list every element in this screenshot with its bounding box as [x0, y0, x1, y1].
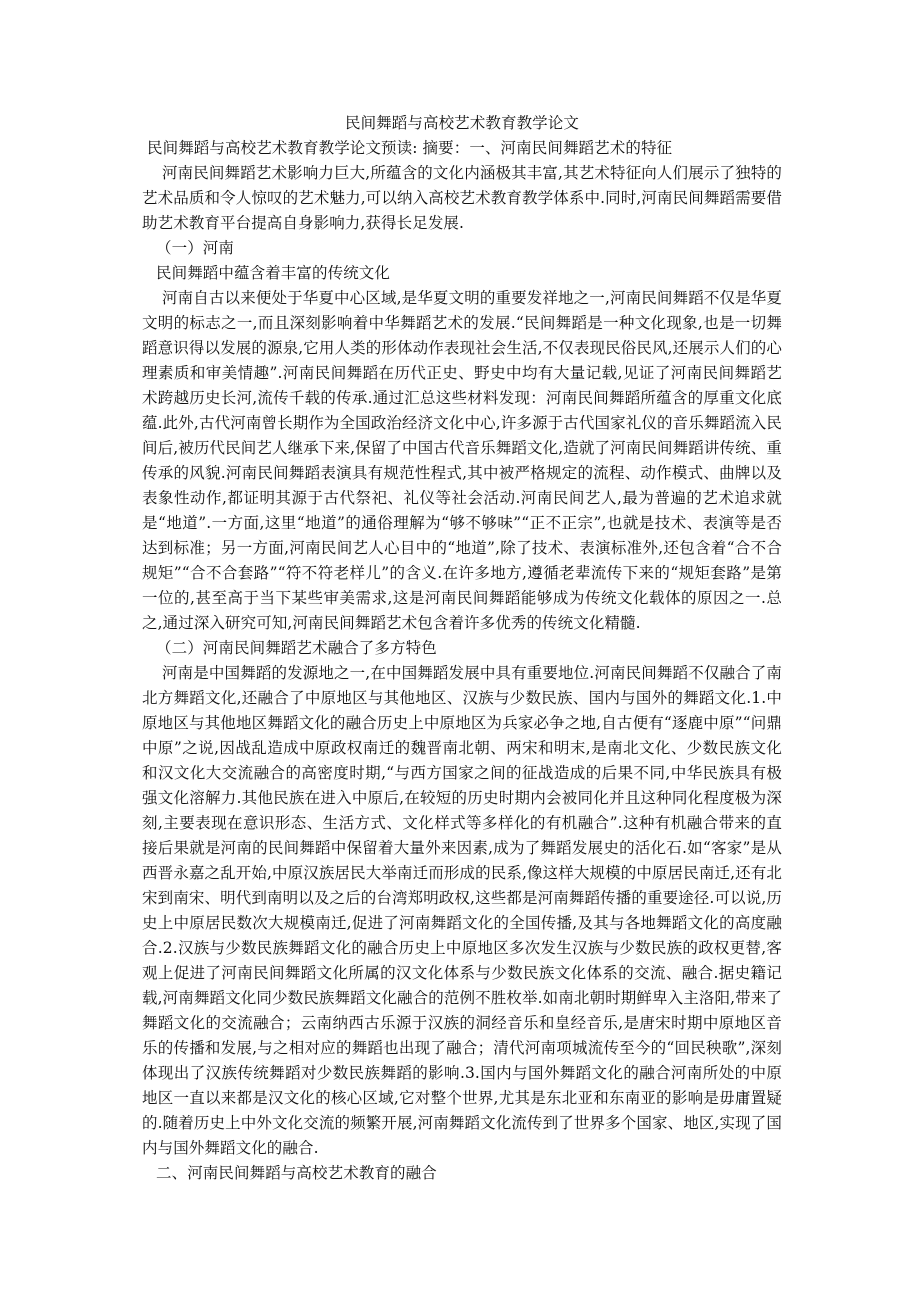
intro-paragraph: 河南民间舞蹈艺术影响力巨大,所蕴含的文化内涵极其丰富,其艺术特征向人们展示了独特的艺术品质和令人惊叹的艺术魅力,可以纳入高校艺术教育教学体系中.同时,河南民间舞蹈需要借助艺术教育平台提高自身影响力,获得长足发展.	[142, 164, 782, 232]
abstract-line: 民间舞蹈与高校艺术教育教学论文预读: 摘要：一、河南民间舞蹈艺术的特征	[147, 139, 673, 157]
document-page	[142, 111, 782, 1186]
section-heading-1-continued: 民间舞蹈中蕴含着丰富的传统文化	[156, 264, 391, 282]
body-paragraph: 河南自古以来便处于华夏中心区域,是华夏文明的重要发祥地之一,河南民间舞蹈不仅是华夏文明的标志之一,而且深刻影响着中华舞蹈艺术的发展.“民间舞蹈是一种文化现象,也是一切舞蹈意识得以发展的源泉,它用人类的形体动作表现社会生活,不仅表现民俗民风,还展示人们的心理素质和审美情趣”.河南民间舞蹈在历代正史、野史中均有大量记载,见证了河南民间舞蹈艺术跨越历史长河,流传千载的传承.通过汇总这些材料发现：河南民间舞蹈所蕴含的厚重文化底蕴.此外,古代河南曾长期作为全国政治经济文化中心,许多源于古代国家礼仪的音乐舞蹈流入民间后,被历代民间艺人继承下来,保留了中国古代音乐舞蹈文化,造就了河南民间舞蹈讲传统、重传承的风貌.河南民间舞蹈表演具有规范性程式,其中被严格规定的流程、动作模式、曲牌以及表象性动作,都证明其源于古代祭祀、礼仪等社会活动.河南民间艺人,最为普遍的艺术追求就是“地道”.一方面,这里“地道”的通俗理解为“够不够味”“正不正宗”,也就是技术、表演等是否达到标准；另一方面,河南民间艺人心目中的“地道”,除了技术、表演标准外,还包含着“合不合规矩”“合不合套路”“符不符老样儿”的含义.在许多地方,遵循老辈流传下来的“规矩套路”是第一位的,甚至高于当下某些审美需求,这是河南民间舞蹈能够成为传统文化载体的原因之一.总之,通过深入研究可知,河南民间舞蹈艺术包含着许多优秀的传统文化精髓.	[142, 289, 782, 632]
section-heading-2: （二）河南民间舞蹈艺术融合了多方特色	[156, 639, 437, 657]
document-title: 民间舞蹈与高校艺术教育教学论文	[344, 114, 579, 132]
section-heading-1: （一）河南	[156, 239, 235, 257]
chapter-heading-2: 二、河南民间舞蹈与高校艺术教育的融合	[156, 1164, 437, 1182]
body-paragraph: 河南是中国舞蹈的发源地之一,在中国舞蹈发展中具有重要地位.河南民间舞蹈不仅融合了南北方舞蹈文化,还融合了中原地区与其他地区、汉族与少数民族、国内与国外的舞蹈文化.1.中原地区与其他地区舞蹈文化的融合历史上中原地区为兵家必争之地,自古便有“逐鹿中原”“问鼎中原”之说,因战乱造成中原政权南迁的魏晋南北朝、两宋和明末,是南北文化、少数民族文化和汉文化大交流融合的高密度时期,“与西方国家之间的征战造成的后果不同,中华民族具有极强文化溶解力.其他民族在进入中原后,在较短的历史时期内会被同化并且这种同化程度极为深刻,主要表现在意识形态、生活方式、文化样式等多样化的有机融合”.这种有机融合带来的直接后果就是河南的民间舞蹈中保留着大量外来因素,成为了舞蹈发展史的活化石.如“客家”是从西晋永嘉之乱开始,中原汉族居民大举南迁而形成的民系,像这样大规模的中原居民南迁,还有北宋到南宋、明代到南明以及之后的台湾郑明政权,这些都是河南舞蹈传播的重要途径.可以说,历史上中原居民数次大规模南迁,促进了河南舞蹈文化的全国传播,及其与各地舞蹈文化的高度融合.2.汉族与少数民族舞蹈文化的融合历史上中原地区多次发生汉族与少数民族的政权更替,客观上促进了河南民间舞蹈文化所属的汉文化体系与少数民族文化体系的交流、融合.据史籍记载,河南舞蹈文化同少数民族舞蹈文化融合的范例不胜枚举.如南北朝时期鲜卑入主洛阳,带来了舞蹈文化的交流融合；云南纳西古乐源于汉族的洞经音乐和皇经音乐,是唐宋时期中原地区音乐的传播和发展,与之相对应的舞蹈也出现了融合；清代河南项城流传至今的“回民秧歌”,深刻体现出了汉族传统舞蹈对少数民族舞蹈的影响.3.国内与国外舞蹈文化的融合河南所处的中原地区一直以来都是汉文化的核心区域,它对整个世界,尤其是东北亚和东南亚的影响是毋庸置疑的.随着历史上中外文化交流的频繁开展,河南舞蹈文化流传到了世界多个国家、地区,实现了国内与国外舞蹈文化的融合.	[142, 664, 782, 1157]
